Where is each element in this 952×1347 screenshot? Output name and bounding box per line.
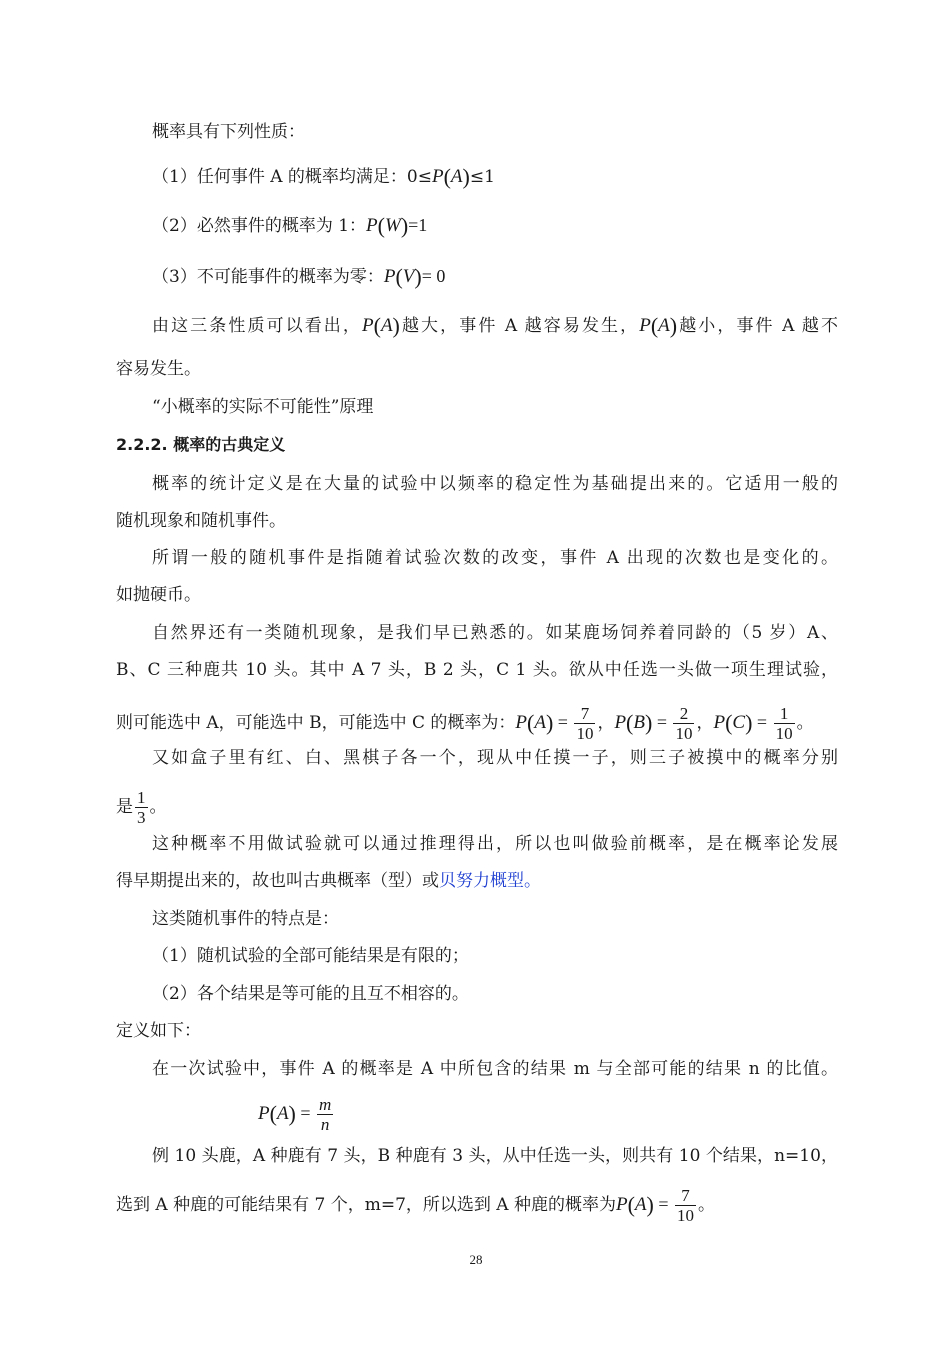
property-3-text: （3）不可能事件的概率为零： xyxy=(152,267,384,287)
math-P: P xyxy=(366,215,378,236)
fraction-numerator: 1 xyxy=(137,788,146,807)
property-3-end: = 0 xyxy=(421,266,446,286)
math-paren: ( xyxy=(627,1192,635,1217)
math-equals: = xyxy=(553,712,573,732)
feature-1 xyxy=(152,944,838,968)
definition-intro xyxy=(116,1019,838,1043)
fraction-numerator: 7 xyxy=(574,704,595,724)
fraction-denominator: n xyxy=(320,1115,330,1134)
paragraph-6-line-2 xyxy=(116,869,838,893)
paragraph-1-line-1 xyxy=(152,314,838,338)
math-paren: ) xyxy=(462,164,470,189)
math-A: A xyxy=(380,315,393,336)
math-P: P xyxy=(431,166,444,187)
definition-text xyxy=(152,1057,838,1081)
math-P: P xyxy=(614,712,627,733)
math-paren: ( xyxy=(373,313,381,338)
feature-2-text: （2）各个结果是等可能的且互不相容的。 xyxy=(152,984,469,1004)
property-1-end: ≤1 xyxy=(469,167,495,187)
comma: ， xyxy=(597,713,615,733)
paragraph-3-line-2 xyxy=(116,583,838,607)
paragraph-1-line-2 xyxy=(116,357,838,381)
example-line-2 xyxy=(116,1186,838,1225)
principle-line xyxy=(152,395,838,419)
formula-m-over-n xyxy=(258,1095,458,1134)
math-A: A xyxy=(276,1103,289,1124)
features-intro-text: 这类随机事件的特点是： xyxy=(152,909,339,929)
fraction-denominator: 10 xyxy=(677,1206,695,1225)
period: 。 xyxy=(796,713,814,733)
math-paren: ) xyxy=(414,264,422,289)
fraction-numerator: 2 xyxy=(673,704,694,724)
math-A: A xyxy=(658,315,670,336)
math-paren: ) xyxy=(644,710,653,735)
p6-text-a: 这种概率不用做试验就可以通过推理得出，所以也叫做验前概率，是在概率论发展 xyxy=(152,834,838,854)
fraction-numerator: 7 xyxy=(675,1186,696,1206)
fraction-denominator: 3 xyxy=(137,808,146,827)
feature-1-text: （1）随机试验的全部可能结果是有限的； xyxy=(152,946,469,966)
principle-text: “小概率的实际不可能性”原理 xyxy=(152,397,374,417)
p5-text-b: 是 xyxy=(116,797,133,817)
math-P: P xyxy=(515,712,528,733)
math-P: P xyxy=(258,1103,270,1124)
property-2-end: =1 xyxy=(408,215,428,235)
math-paren: ( xyxy=(377,213,385,238)
p1-text-b: 越大，事件 A 越容易发生， xyxy=(399,316,640,336)
math-equals: = xyxy=(652,712,672,732)
example-line-1 xyxy=(152,1144,838,1168)
fraction-numerator: 1 xyxy=(774,704,795,724)
definition-sentence: 在一次试验中，事件 A 的概率是 A 中所包含的结果 m 与全部可能的结果 n 的比值。 xyxy=(152,1059,838,1079)
property-1-text: （1）任何事件 A 的概率均满足：0≤ xyxy=(152,167,432,187)
p5-text-a: 又如盒子里有红、白、黑棋子各一个，现从中任摸一子，则三子被摸中的概率分别 xyxy=(152,748,838,768)
math-A: A xyxy=(450,166,463,187)
comma: ， xyxy=(696,713,714,733)
math-V: V xyxy=(402,266,415,287)
math-paren: ) xyxy=(669,313,678,338)
p1-text-c: 越小，事件 A 越不 xyxy=(677,316,839,336)
p3-text-b: 如抛硬币。 xyxy=(116,585,201,605)
fraction-denominator: 10 xyxy=(576,724,594,743)
property-2 xyxy=(152,213,838,238)
p6-text-b: 得早期提出来的，故也叫古典概率（型）或 xyxy=(116,871,439,891)
math-equals: = xyxy=(295,1103,316,1123)
intro-line xyxy=(152,120,838,144)
fraction-1-10 xyxy=(774,704,795,743)
fraction-denominator: 10 xyxy=(775,724,793,743)
paragraph-4-line-2 xyxy=(116,658,838,682)
p4-text-b: B、C 三种鹿共 10 头。其中 A 7 头，B 2 头，C 1 头。欲从中任选一头做一项生理试验， xyxy=(116,660,838,680)
math-P: P xyxy=(362,315,374,336)
property-3 xyxy=(152,264,838,289)
p2-text-a: 概率的统计定义是在大量的试验中以频率的稳定性为基础提出来的。它适用一般的 xyxy=(152,474,838,494)
fraction-7-10 xyxy=(675,1186,696,1225)
fraction-numerator: m xyxy=(319,1095,332,1114)
fraction-2-10 xyxy=(673,704,694,743)
math-paren: ( xyxy=(395,264,403,289)
bernoulli-model-link[interactable]: 贝努力概型。 xyxy=(439,871,541,891)
p2-text-b: 随机现象和随机事件。 xyxy=(116,511,286,531)
p1-text-d: 容易发生。 xyxy=(116,359,201,379)
property-2-text: （2）必然事件的概率为 1： xyxy=(152,216,367,236)
math-P: P xyxy=(615,1194,628,1215)
math-equals: = xyxy=(752,712,772,732)
period: 。 xyxy=(698,1195,716,1215)
math-equals: = xyxy=(653,1194,674,1214)
features-intro xyxy=(152,907,838,931)
math-A: A xyxy=(534,712,546,733)
definition-intro-text: 定义如下： xyxy=(116,1021,201,1041)
p3-text-a: 所谓一般的随机事件是指随着试验次数的改变，事件 A 出现的次数也是变化的。 xyxy=(152,548,838,568)
math-paren: ) xyxy=(745,710,753,735)
paragraph-5-line-1 xyxy=(152,746,838,770)
feature-2 xyxy=(152,982,838,1006)
math-paren: ) xyxy=(545,710,554,735)
math-B: B xyxy=(633,712,645,733)
p1-text-a: 由这三条性质可以看出， xyxy=(152,316,362,336)
fraction-1-3 xyxy=(135,788,148,827)
math-paren: ( xyxy=(443,164,451,189)
paragraph-4-line-1 xyxy=(152,621,838,645)
paragraph-5-line-2 xyxy=(116,788,838,827)
section-heading-text: 2.2.2. 概率的古典定义 xyxy=(116,435,286,454)
math-paren: ( xyxy=(626,710,634,735)
p4-text-c: 则可能选中 A，可能选中 B，可能选中 C 的概率为： xyxy=(116,713,516,733)
example-text-b: 选到 A 种鹿的可能结果有 7 个，m=7，所以选到 A 种鹿的概率为 xyxy=(116,1195,616,1215)
paragraph-2-line-2 xyxy=(116,509,838,533)
property-1 xyxy=(152,165,838,189)
p4-text-a: 自然界还有一类随机现象，是我们早已熟悉的。如某鹿场饲养着同龄的（5 岁）A、 xyxy=(152,623,838,643)
math-P: P xyxy=(639,315,651,336)
intro-text: 概率具有下列性质： xyxy=(152,122,305,142)
example-text-a: 例 10 头鹿，A 种鹿有 7 头，B 种鹿有 3 头，从中任选一头，则共有 10 个结果，n=10， xyxy=(152,1146,838,1166)
math-paren: ) xyxy=(400,213,409,238)
math-W: W xyxy=(384,215,401,236)
paragraph-3-line-1 xyxy=(152,546,838,570)
paragraph-4-line-3 xyxy=(116,704,838,743)
math-paren: ( xyxy=(650,313,659,338)
math-paren: ( xyxy=(269,1101,277,1126)
math-paren: ) xyxy=(646,1192,654,1217)
math-paren: ( xyxy=(527,710,535,735)
fraction-m-n xyxy=(317,1095,333,1134)
page-number: 28 xyxy=(469,1252,483,1267)
paragraph-2-line-1 xyxy=(152,472,838,496)
math-A: A xyxy=(634,1194,647,1215)
fraction-7-10 xyxy=(574,704,595,743)
math-paren: ( xyxy=(725,710,733,735)
math-paren: ) xyxy=(288,1101,296,1126)
math-P: P xyxy=(383,266,396,287)
math-paren: ) xyxy=(392,313,400,338)
fraction-denominator: 10 xyxy=(675,724,693,743)
period: 。 xyxy=(149,797,167,817)
section-heading xyxy=(116,433,838,457)
paragraph-6-line-1 xyxy=(152,832,838,856)
math-C: C xyxy=(732,712,746,733)
math-P: P xyxy=(713,712,726,733)
